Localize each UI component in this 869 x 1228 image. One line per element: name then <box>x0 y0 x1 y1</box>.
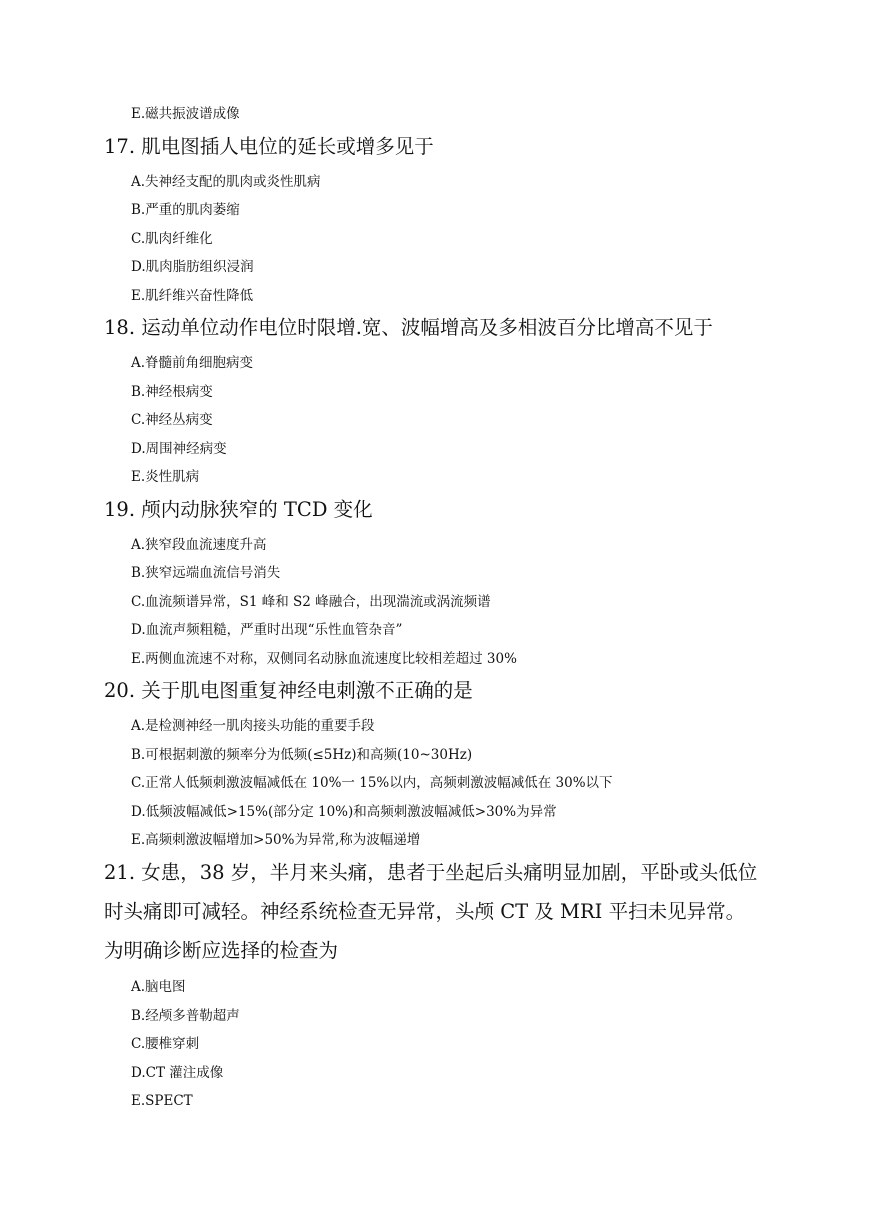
question-19-option-c: C.血流频谱异常，S1 峰和 S2 峰融合，出现湍流或涡流频谱 <box>131 594 491 610</box>
question-17-stem: 17. 肌电图插人电位的延长或增多见于 <box>104 135 434 158</box>
question-18-option-e: E.炎性肌病 <box>131 469 200 485</box>
question-18-option-d: D.周围神经病变 <box>131 441 227 457</box>
question-21-option-a: A.脑电图 <box>131 979 186 995</box>
question-21-option-e: E.SPECT <box>131 1093 193 1109</box>
question-17-option-c: C.肌肉纤维化 <box>131 231 213 247</box>
question-21-option-b: B.经颅多普勒超声 <box>131 1008 240 1024</box>
question-21-option-c: C.腰椎穿刺 <box>131 1036 200 1052</box>
question-19-stem: 19. 颅内动脉狭窄的 TCD 变化 <box>104 498 373 521</box>
question-17-option-e: E.肌纤维兴奋性降低 <box>131 288 254 304</box>
question-19-option-e: E.两侧血流速不对称，双侧同名动脉血流速度比较相差超过 30% <box>131 651 517 667</box>
question-17-option-d: D.肌肉脂肪组织浸润 <box>131 259 254 275</box>
question-17-option-b: B.严重的肌肉萎缩 <box>131 202 240 218</box>
question-20-option-c: C.正常人低频刺激波幅减低在 10%一 15%以内，高频刺激波幅减低在 30%以下 <box>131 775 613 791</box>
question-19-option-d: D.血流声频粗糙，严重时出现“乐性血管杂音” <box>131 622 403 638</box>
question-19-option-b: B.狭窄远端血流信号消失 <box>131 565 281 581</box>
option-e-previous: E.磁共振波谱成像 <box>131 106 240 122</box>
question-17-option-a: A.失神经支配的肌肉或炎性肌病 <box>131 174 321 190</box>
question-18-stem: 18. 运动单位动作电位时限增.宽、波幅增高及多相波百分比增高不见于 <box>104 316 713 339</box>
question-18-option-b: B.神经根病变 <box>131 384 213 400</box>
question-21-option-d: D.CT 灌注成像 <box>131 1065 224 1081</box>
question-20-option-a: A.是检测神经一肌肉接头功能的重要手段 <box>131 718 375 734</box>
question-20-option-b: B.可根据刺激的频率分为低频(≤5Hz)和高频(10~30Hz) <box>131 747 473 763</box>
question-18-option-c: C.神经丛病变 <box>131 412 213 428</box>
question-20-option-d: D.低频波幅减低>15%(部分定 10%)和高频刺激波幅减低>30%为异常 <box>131 804 557 820</box>
question-18-option-a: A.脊髓前角细胞病变 <box>131 355 254 371</box>
question-20-stem: 20. 关于肌电图重复神经电刺激不正确的是 <box>104 679 473 702</box>
question-20-option-e: E.高频刺激波幅增加>50%为异常,称为波幅递增 <box>131 832 421 848</box>
question-21-stem: 21. 女患，38 岁，半月来头痛，患者于坐起后头痛明显加剧，平卧或头低位时头痛即可减轻。神经系统检查无异常，头颅 CT 及 MRI 平扫未见异常。为明确诊断应选择的检查为 <box>104 861 758 962</box>
question-19-option-a: A.狭窄段血流速度升高 <box>131 537 267 553</box>
